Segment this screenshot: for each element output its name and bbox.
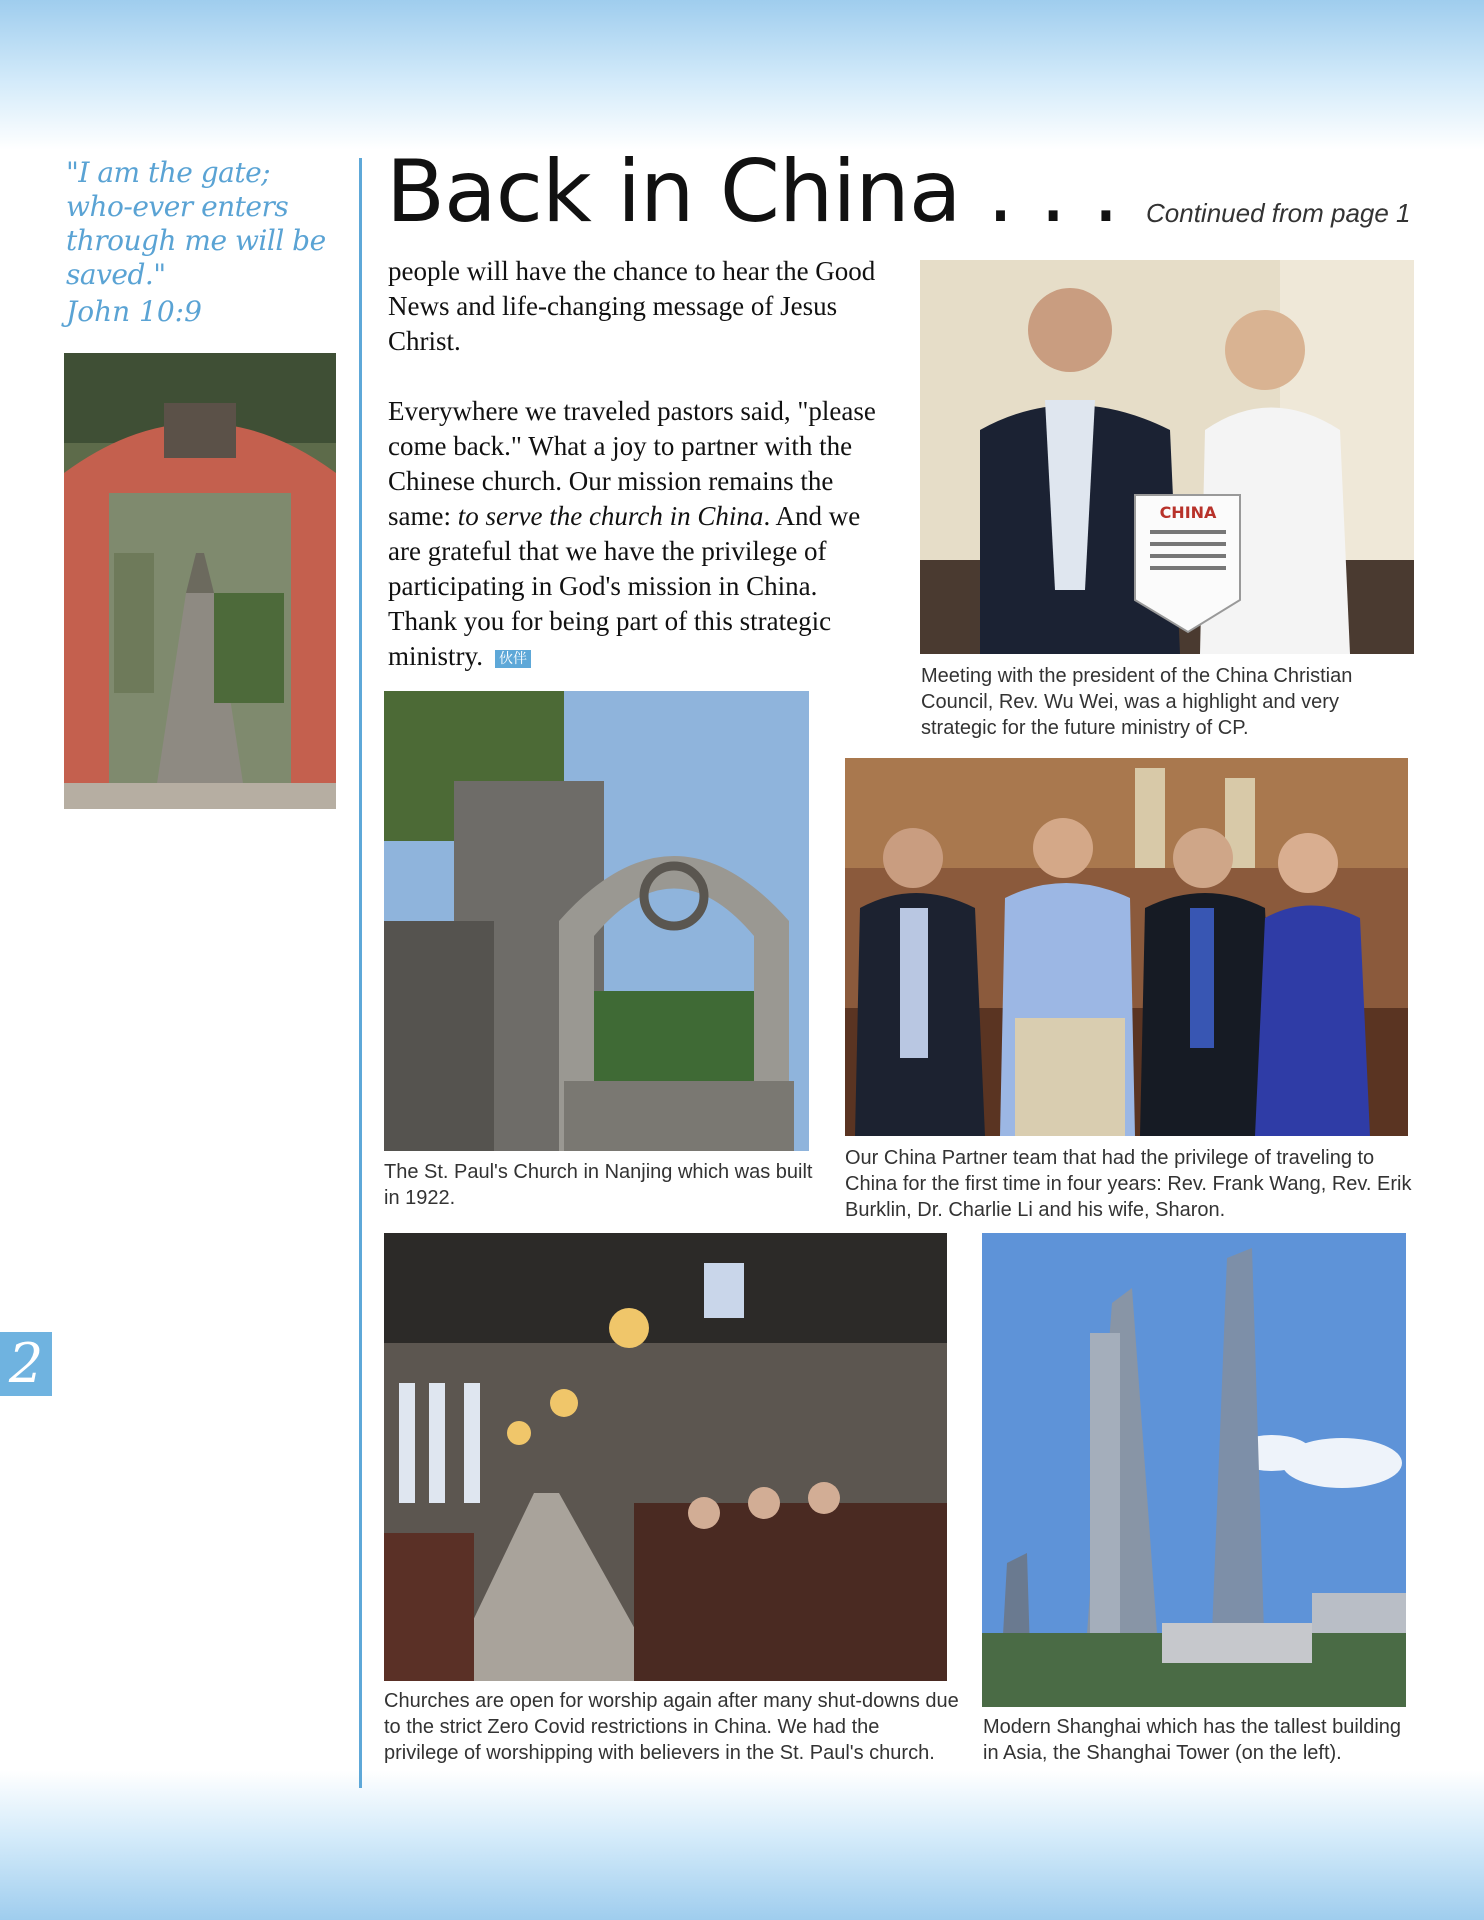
column-divider (359, 158, 362, 1788)
article-title: Back in China . . . (386, 142, 1119, 242)
paragraph-2-start: Everywhere we traveled pastors said, "please come back." What a joy to partner with the Chinese church. Our mission remains the same: (388, 396, 876, 531)
gate-photo (64, 353, 336, 809)
continued-note: Continued from page 1 (1146, 198, 1411, 228)
team-caption: Our China Partner team that had the privilege of traveling to China for the first time in four years: Rev. Frank Wang, Rev. Erik Burklin, Dr. Charlie Li and his wife, Sharon. (845, 1147, 1412, 1221)
meeting-caption: Meeting with the president of the China Christian Council, Rev. Wu Wei, was a highlight and very strategic for the future ministry of CP. (921, 665, 1353, 739)
scripture-reference: John 10:9 (66, 295, 202, 328)
article-body (388, 254, 888, 674)
paragraph-2-end: . And we are grateful that we have the privilege of participating in God's mission in China. Thank you for being part of this strategic ministry. (388, 501, 861, 671)
st-pauls-photo (384, 691, 809, 1151)
scripture-quote: "I am the gate; who-ever enters through me will be saved." (66, 156, 326, 291)
article-paragraph-2 (388, 394, 888, 674)
team-photo (845, 758, 1408, 1136)
worship-photo (384, 1233, 947, 1681)
shanghai-caption: Modern Shanghai which has the tallest building in Asia, the Shanghai Tower (on the left). (983, 1716, 1402, 1764)
article-paragraph-1: people will have the chance to hear the Good News and life-changing message of Jesus Christ. (388, 256, 876, 356)
st-pauls-caption: The St. Paul's Church in Nanjing which was built in 1922. (384, 1161, 813, 1209)
worship-caption: Churches are open for worship again after many shut-downs due to the strict Zero Covid restrictions in China. We had the privilege of worshipping with believers in the St. Paul's church. (384, 1690, 959, 1764)
page-number: 2 (0, 1332, 52, 1396)
banner-china-text: CHINA (1159, 503, 1217, 522)
meeting-photo (920, 260, 1414, 654)
bottom-gradient-band (0, 1770, 1484, 1920)
mission-emphasis: to serve the church in China (457, 501, 764, 531)
shanghai-photo (982, 1233, 1406, 1707)
top-gradient-band (0, 0, 1484, 150)
china-partner-end-mark: 伙伴 (495, 650, 531, 668)
